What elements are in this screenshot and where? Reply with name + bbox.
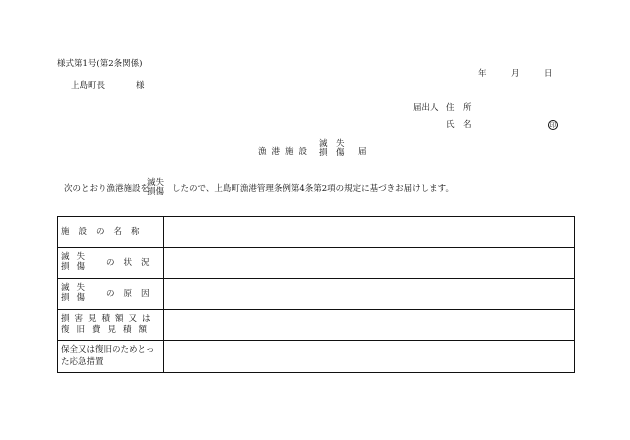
date-year-label: 年 <box>478 69 487 79</box>
seal-mark <box>548 120 558 130</box>
title-left: 漁港施設 <box>258 147 313 157</box>
estimate-label <box>58 310 164 341</box>
status-stack-bottom: 損傷 <box>61 262 93 272</box>
name-label: 氏 名 <box>446 120 472 130</box>
estimate-line-1: 損害見積額又は <box>61 313 156 324</box>
status-label <box>58 248 164 279</box>
cause-stack-top: 滅失 <box>61 283 93 294</box>
status-stack-top: 滅失 <box>61 252 93 263</box>
estimate-line-2: 復旧費見積額 <box>61 325 155 335</box>
date-month-label: 月 <box>511 69 520 79</box>
status-field[interactable] <box>164 248 575 279</box>
form-table <box>57 216 575 373</box>
title-stack-top: 滅 失 <box>319 139 345 149</box>
title-right: 届 <box>358 147 367 157</box>
emergency-measures-label <box>58 341 164 373</box>
table-row <box>58 248 575 279</box>
body-stack-top: 滅失 <box>147 178 165 188</box>
form-number: 様式第1号(第2条関係) <box>57 59 143 69</box>
cause-label <box>58 279 164 310</box>
facility-name-label <box>58 217 164 248</box>
table-row <box>58 217 575 248</box>
seal-icon: 印 <box>549 120 557 129</box>
body-stack <box>147 179 164 198</box>
facility-name-field[interactable] <box>164 217 575 248</box>
body-stack-bottom: 損傷 <box>147 187 165 198</box>
emergency-line-2: た応急措置 <box>61 356 104 367</box>
title-stack-bottom: 損 傷 <box>319 148 345 159</box>
table-row <box>58 279 575 310</box>
facility-name-text: 施設の名称 <box>61 226 149 237</box>
table-row <box>58 310 575 341</box>
applicant-label: 届出人 <box>413 103 439 113</box>
emergency-line-1: 保全又は復旧のためとっ <box>61 345 155 356</box>
cause-field[interactable] <box>164 279 575 310</box>
body-intro: 次のとおり漁港施設を <box>64 184 150 194</box>
cause-stack-bottom: 損傷 <box>61 293 93 303</box>
body-continuation: したので、上島町漁港管理条例第4条第2項の規定に基づきお届けします。 <box>172 184 454 194</box>
estimate-field[interactable] <box>164 310 575 341</box>
cause-suffix: の原因 <box>106 288 159 299</box>
status-suffix: の状況 <box>106 257 159 268</box>
emergency-measures-field[interactable] <box>164 341 575 373</box>
address-label: 住 所 <box>446 103 472 113</box>
honorific: 様 <box>136 81 145 91</box>
table-row <box>58 341 575 373</box>
title-stack <box>319 140 345 159</box>
addressee: 上島町長 <box>71 81 106 91</box>
date-day-label: 日 <box>544 69 553 79</box>
